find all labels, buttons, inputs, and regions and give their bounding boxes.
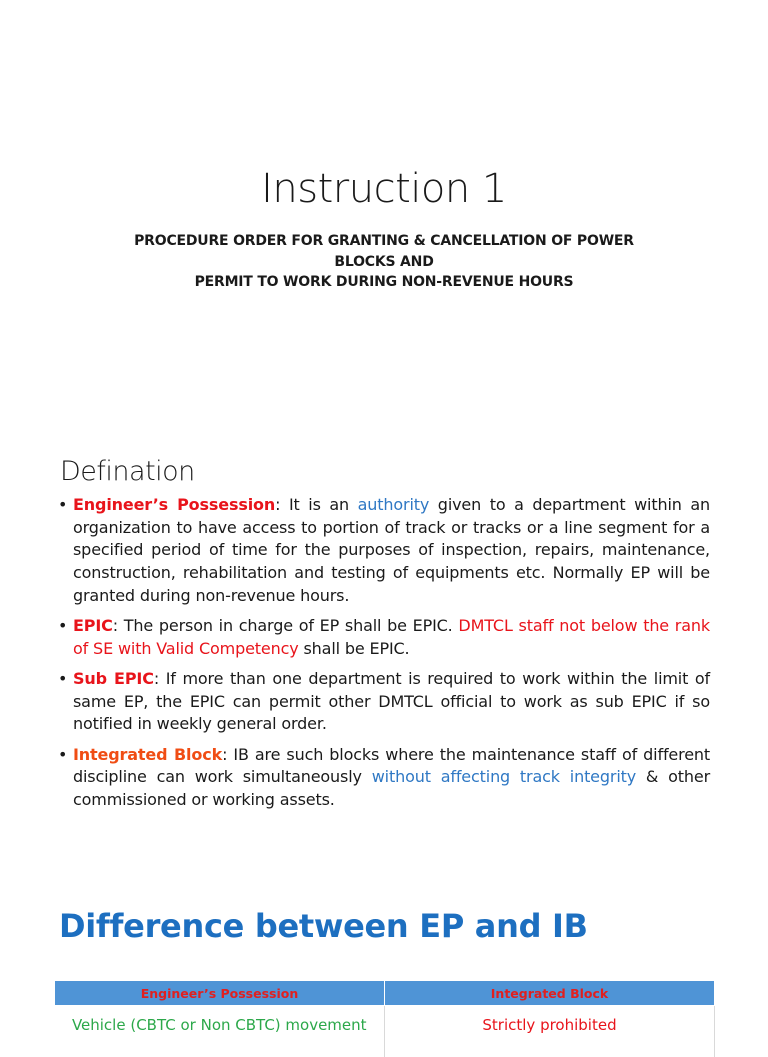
list-item <box>58 744 710 812</box>
subtitle-line: BLOCKS AND <box>84 252 684 273</box>
definition-text: : It is an <box>275 495 357 514</box>
difference-slide <box>0 880 768 1024</box>
highlight-text: without affecting track integrity <box>372 767 636 786</box>
bullet-icon: • <box>58 615 67 638</box>
term-integrated-block: Integrated Block <box>73 745 222 764</box>
definition-text: : If more than one department is required to work within the limit of same EP, the EPIC can permit other DMTCL official to work as sub EPIC if so notified in weekly general order. <box>73 669 710 733</box>
bullet-icon: • <box>58 494 67 517</box>
table-cell: Strictly prohibited <box>385 1006 715 1057</box>
definition-slide <box>0 440 768 880</box>
difference-heading: Difference between EP and IB <box>59 907 588 945</box>
list-item <box>58 494 710 608</box>
table-header-row <box>55 981 715 1006</box>
table-row <box>55 1006 715 1057</box>
highlight-text: DMTCL staff not below the rank of SE with Valid Competency <box>73 616 710 658</box>
title-slide <box>0 0 768 440</box>
definition-text: given to a department within an organization to have access to portion of track or tracks or a line segment for a specified period of time for the purposes of inspection, repairs, maintenance, construction, rehabilitation and testing of equipments etc. Normally EP will be granted during non-revenue hours. <box>73 495 710 605</box>
highlight-text: authority <box>358 495 430 514</box>
definition-list <box>58 494 710 819</box>
column-header-ib: Integrated Block <box>385 981 715 1006</box>
slide-subtitle <box>84 231 684 293</box>
table-cell: Vehicle (CBTC or Non CBTC) movement <box>55 1006 385 1057</box>
subtitle-line: PROCEDURE ORDER FOR GRANTING & CANCELLATION OF POWER <box>84 231 684 252</box>
definition-heading: Defination <box>60 456 195 487</box>
bullet-icon: • <box>58 668 67 691</box>
definition-text: : IB are such blocks where the maintenance staff of different discipline can work simultaneously <box>73 745 710 787</box>
list-item <box>58 615 710 660</box>
comparison-table <box>54 980 715 1057</box>
bullet-icon: • <box>58 744 67 767</box>
term-engineers-possession: Engineer’s Possession <box>73 495 275 514</box>
term-epic: EPIC <box>73 616 113 635</box>
list-item <box>58 668 710 736</box>
term-sub-epic: Sub EPIC <box>73 669 154 688</box>
definition-text: : The person in charge of EP shall be EPIC. <box>113 616 459 635</box>
definition-text: & other commissioned or working assets. <box>73 767 710 809</box>
column-header-ep: Engineer’s Possession <box>55 981 385 1006</box>
subtitle-line: PERMIT TO WORK DURING NON-REVENUE HOURS <box>84 272 684 293</box>
slide-title: Instruction 1 <box>0 166 768 212</box>
definition-text: shall be EPIC. <box>299 639 410 658</box>
